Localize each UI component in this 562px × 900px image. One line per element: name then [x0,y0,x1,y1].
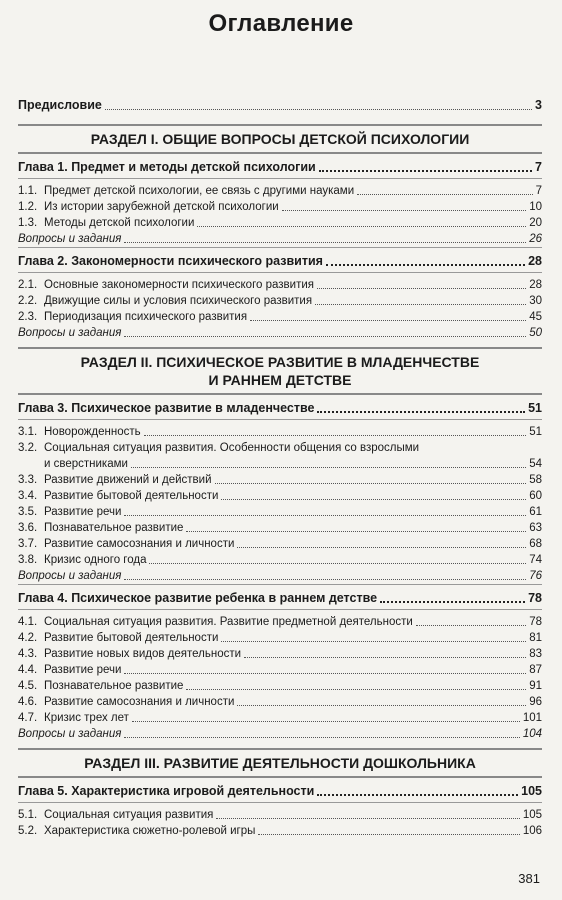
section-heading-text: РАЗДЕЛ III. РАЗВИТИЕ ДЕЯТЕЛЬНОСТИ ДОШКОЛЬНИКА [84,755,476,771]
item-text: Социальная ситуация развития. Развитие предметной деятельности [44,616,413,628]
leader-dots [124,242,526,243]
leader-dots [317,288,526,289]
item-page: 20 [529,217,542,229]
toc-item[interactable] [18,710,542,726]
section-heading-line: И РАННЕМ ДЕТСТВЕ [208,372,352,388]
item-text: Основные закономерности психического развития [44,279,314,291]
toc-item[interactable] [18,646,542,662]
questions-entry[interactable] [18,325,542,341]
questions-page: 104 [522,728,542,740]
item-page: 61 [529,506,542,518]
item-number: 3.3. [18,474,38,486]
item-page: 91 [529,680,542,692]
item-text: Из истории зарубежной детской психологии [44,201,279,213]
item-page: 45 [529,311,542,323]
leader-dots [319,170,532,172]
chapter-entry[interactable] [18,252,542,270]
leader-dots [105,109,532,110]
leader-dots [315,304,526,305]
item-text: Развитие бытовой деятельности [44,490,219,502]
leader-dots [221,499,526,500]
leader-dots [131,467,526,468]
chapter-page: 28 [528,254,542,268]
questions-text: Вопросы и задания [18,233,122,245]
item-text: Развитие самосознания и личности [44,696,235,708]
item-number: 1.1. [18,185,38,197]
item-page: 60 [529,490,542,502]
item-number: 4.5. [18,680,38,692]
item-page: 105 [522,809,542,821]
chapter-title: Глава 1. Предмет и методы детской психологии [18,160,316,174]
leader-dots [197,226,526,227]
item-text: Новорожденность [44,426,141,438]
chapter-title: Глава 4. Психическое развитие ребенка в раннем детстве [18,591,378,605]
item-page: 51 [529,426,542,438]
entry-page: 3 [535,98,542,112]
toc-item[interactable] [18,630,542,646]
leader-dots [221,641,526,642]
leader-dots [416,625,526,626]
leader-dots [144,435,527,436]
item-page: 96 [529,696,542,708]
item-number: 5.1. [18,809,38,821]
item-text: Развитие речи [44,664,122,676]
leader-dots [124,579,526,580]
item-number: 3.8. [18,554,38,566]
questions-entry[interactable] [18,568,542,585]
leader-dots [317,411,525,413]
item-number: 4.6. [18,696,38,708]
chapter-entry[interactable] [18,399,542,417]
item-text: Развитие самосознания и личности [44,538,235,550]
item-text: Кризис одного года [44,554,147,566]
leader-dots [237,547,526,548]
leader-dots [124,336,526,337]
item-text: Развитие новых видов деятельности [44,648,242,660]
item-page: 10 [529,201,542,213]
toc-item[interactable] [18,807,542,823]
leader-dots [317,794,518,796]
section-heading [18,347,542,395]
item-page: 83 [529,648,542,660]
item-number: 1.3. [18,217,38,229]
leader-dots [237,705,526,706]
item-number: 3.6. [18,522,38,534]
leader-dots [186,689,526,690]
toc-item[interactable] [18,183,542,199]
leader-dots [258,834,519,835]
questions-page: 76 [529,570,542,582]
chapter-title: Глава 2. Закономерности психического развития [18,254,323,268]
toc-item[interactable] [18,424,542,440]
questions-text: Вопросы и задания [18,728,122,740]
chapter-entry[interactable] [18,782,542,800]
item-text: Характеристика сюжетно-ролевой игры [44,825,256,837]
chapter-page: 51 [528,401,542,415]
leader-dots [124,737,519,738]
questions-page: 50 [529,327,542,339]
item-number: 4.3. [18,648,38,660]
item-page: 54 [529,458,542,470]
item-page: 58 [529,474,542,486]
item-text: Социальная ситуация развития [44,809,214,821]
chapter-title: Глава 5. Характеристика игровой деятельности [18,784,315,798]
item-page: 7 [535,185,542,197]
chapter-entry[interactable] [18,158,542,176]
leader-dots [186,531,526,532]
chapter-title: Глава 3. Психическое развитие в младенчестве [18,401,315,415]
item-text: Развитие речи [44,506,122,518]
questions-entry[interactable] [18,231,542,248]
leader-dots [215,483,527,484]
toc-item[interactable] [18,472,542,488]
toc-item[interactable] [18,662,542,678]
toc-item[interactable] [18,520,542,536]
page-title: Оглавление [208,10,354,37]
toc-item[interactable] [18,504,542,520]
leader-dots [132,721,520,722]
item-number: 3.1. [18,426,38,438]
table-of-contents [18,96,542,839]
section-heading [18,748,542,778]
item-number: 4.1. [18,616,38,628]
item-page: 101 [522,712,542,724]
toc-item[interactable] [18,277,542,293]
item-number: 5.2. [18,825,38,837]
page-number: 381 [518,871,540,886]
item-number: 4.2. [18,632,38,644]
item-text: Развитие движений и действий [44,474,212,486]
item-number: 2.2. [18,295,38,307]
leader-dots [357,194,532,195]
item-text: Познавательное развитие [44,522,184,534]
item-number: 3.2. [18,442,38,454]
preface-entry[interactable] [18,96,542,114]
toc-item[interactable] [18,293,542,309]
section-heading-line: РАЗДЕЛ II. ПСИХИЧЕСКОЕ РАЗВИТИЕ В МЛАДЕНЧЕСТВЕ [80,354,480,370]
item-number: 4.4. [18,664,38,676]
item-page: 30 [529,295,542,307]
toc-item[interactable] [18,552,542,568]
item-number: 2.3. [18,311,38,323]
entry-text: Предисловие [18,98,102,112]
item-page: 78 [529,616,542,628]
item-page: 28 [529,279,542,291]
item-number: 3.7. [18,538,38,550]
item-text: Предмет детской психологии, ее связь с другими науками [44,185,355,197]
leader-dots [216,818,519,819]
leader-dots [326,264,525,266]
item-page: 87 [529,664,542,676]
item-text: Познавательное развитие [44,680,184,692]
toc-item[interactable] [18,536,542,552]
item-page: 68 [529,538,542,550]
leader-dots [250,320,526,321]
section-heading [18,124,542,154]
leader-dots [282,210,526,211]
item-text: Кризис трех лет [44,712,129,724]
chapter-page: 78 [528,591,542,605]
toc-item[interactable] [18,694,542,710]
questions-entry[interactable] [18,726,542,742]
leader-dots [380,601,525,603]
item-text: Развитие бытовой деятельности [44,632,219,644]
item-text: и сверстниками [44,458,128,470]
item-page: 74 [529,554,542,566]
toc-item[interactable] [18,823,542,839]
chapter-page: 7 [535,160,542,174]
item-page: 106 [522,825,542,837]
toc-item[interactable] [18,488,542,504]
toc-item[interactable] [18,678,542,694]
leader-dots [149,563,526,564]
toc-item[interactable] [18,199,542,215]
toc-item[interactable] [18,309,542,325]
questions-text: Вопросы и задания [18,570,122,582]
item-text-line1: Социальная ситуация развития. Особенности общения со взрослыми [44,442,420,454]
item-text: Методы детской психологии [44,217,195,229]
leader-dots [244,657,526,658]
item-number: 3.5. [18,506,38,518]
toc-item-multiline[interactable] [18,440,542,472]
toc-item[interactable] [18,614,542,630]
item-number: 3.4. [18,490,38,502]
leader-dots [124,515,526,516]
item-number: 2.1. [18,279,38,291]
item-number: 1.2. [18,201,38,213]
questions-page: 26 [529,233,542,245]
item-page: 63 [529,522,542,534]
item-text: Периодизация психического развития [44,311,248,323]
chapter-entry[interactable] [18,589,542,607]
questions-text: Вопросы и задания [18,327,122,339]
chapter-page: 105 [521,784,542,798]
toc-item[interactable] [18,215,542,231]
leader-dots [124,673,526,674]
item-number: 4.7. [18,712,38,724]
item-page: 81 [529,632,542,644]
item-text: Движущие силы и условия психического развития [44,295,313,307]
section-heading-text: РАЗДЕЛ I. ОБЩИЕ ВОПРОСЫ ДЕТСКОЙ ПСИХОЛОГИИ [90,131,470,147]
